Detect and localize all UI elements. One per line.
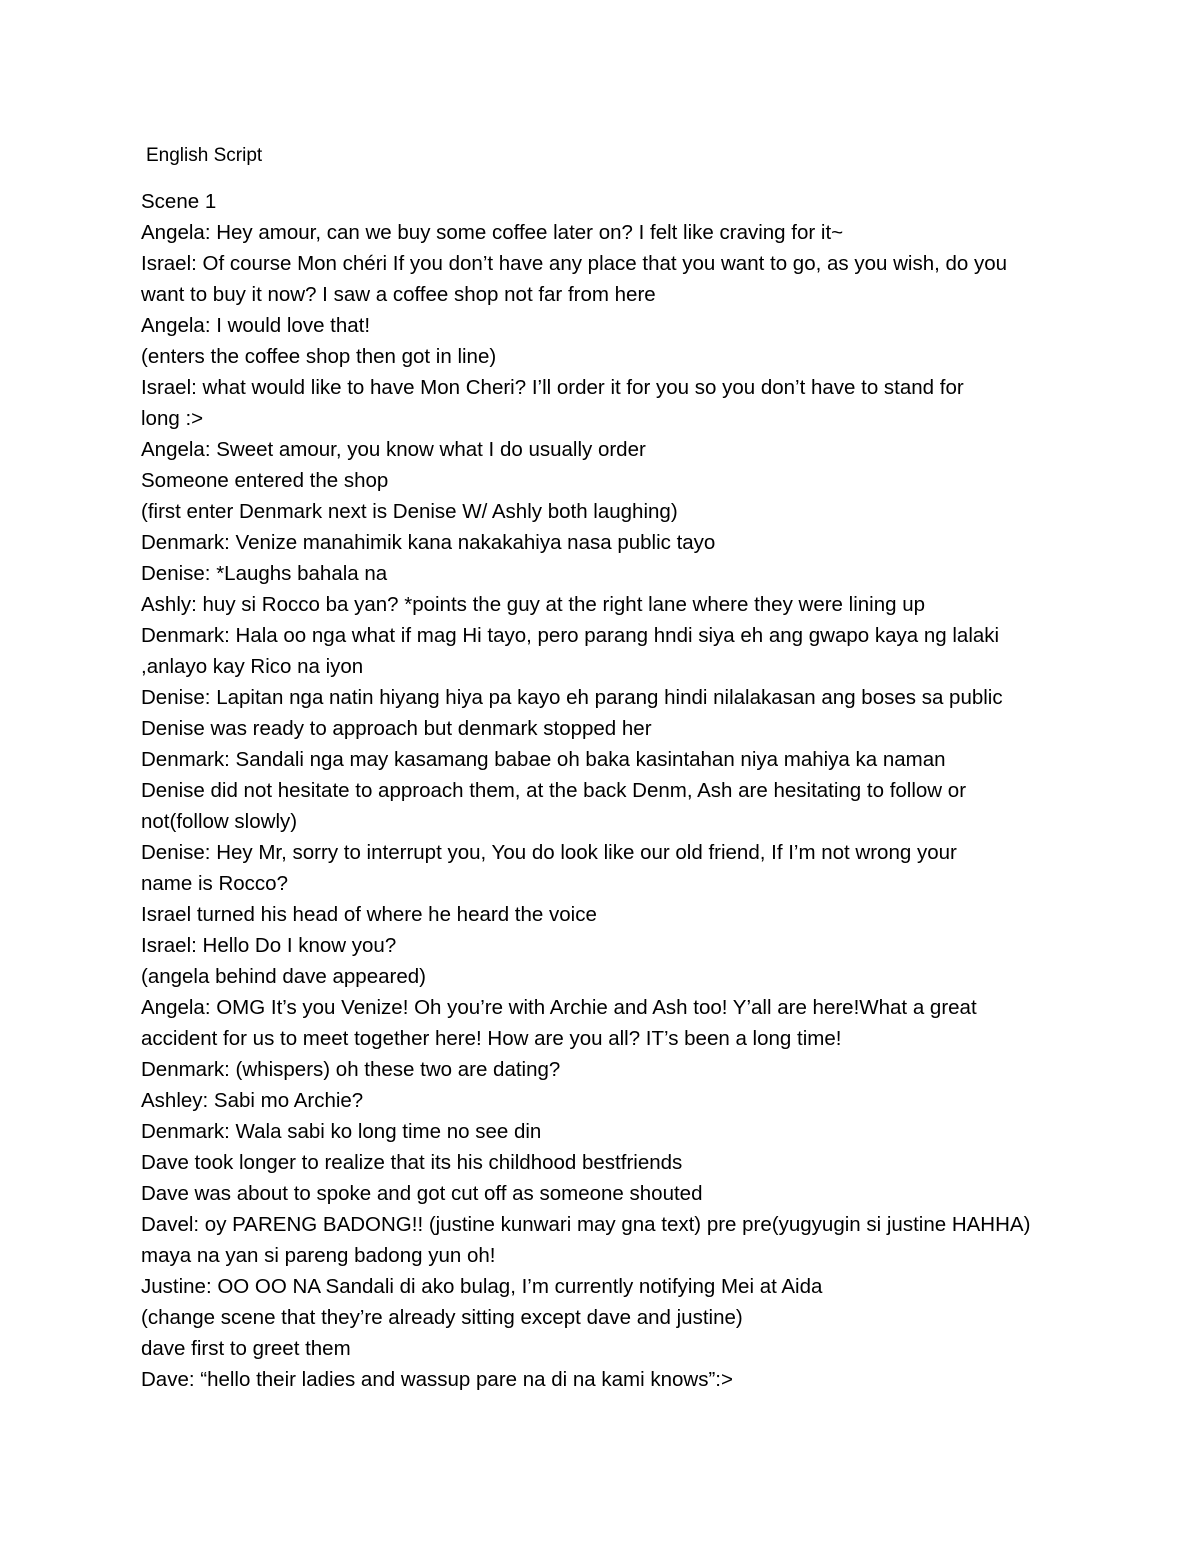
- script-line: (change scene that they’re already sitting except dave and justine): [141, 1306, 743, 1329]
- script-line: Ashly: huy si Rocco ba yan? *points the guy at the right lane where they were lining up: [141, 593, 926, 616]
- script-line: Dave: “hello their ladies and wassup pare na di na kami knows”:>: [141, 1368, 733, 1391]
- script-line: name is Rocco?: [141, 872, 288, 895]
- script-line: Angela: I would love that!: [141, 314, 371, 337]
- script-line: dave first to greet them: [141, 1337, 351, 1360]
- script-line: Denise: Hey Mr, sorry to interrupt you, You do look like our old friend, If I’m not wrong your: [141, 841, 957, 864]
- script-line: Denise: *Laughs bahala na: [141, 562, 388, 585]
- script-line: ,anlayo kay Rico na iyon: [141, 655, 364, 678]
- script-line: Israel: Of course Mon chéri If you don’t have any place that you want to go, as you wish, do you: [141, 252, 1008, 275]
- script-line: Justine: OO OO NA Sandali di ako bulag, I’m currently notifying Mei at Aida: [141, 1275, 823, 1298]
- script-line: Ashley: Sabi mo Archie?: [141, 1089, 364, 1112]
- script-line: (angela behind dave appeared): [141, 965, 426, 988]
- script-line: Israel turned his head of where he heard the voice: [141, 903, 597, 926]
- script-line: Angela: Hey amour, can we buy some coffee later on? I felt like craving for it~: [141, 221, 844, 244]
- script-line: Israel: what would like to have Mon Cheri? I’ll order it for you so you don’t have to stand for: [141, 376, 964, 399]
- script-line: Denise did not hesitate to approach them, at the back Denm, Ash are hesitating to follow or: [141, 779, 967, 802]
- script-line: Denise was ready to approach but denmark stopped her: [141, 717, 652, 740]
- scene-heading: Scene 1: [141, 190, 217, 213]
- script-line: Israel: Hello Do I know you?: [141, 934, 397, 957]
- script-line: Denmark: Venize manahimik kana nakakahiya nasa public tayo: [141, 531, 716, 554]
- script-body: [141, 186, 1061, 1395]
- script-line: Denmark: Hala oo nga what if mag Hi tayo, pero parang hndi siya eh ang gwapo kaya ng lalaki: [141, 624, 1000, 647]
- script-line: Davel: oy PARENG BADONG!! (justine kunwari may gna text) pre pre(yugyugin si justine HAHHA): [141, 1213, 1031, 1236]
- script-line: Dave was about to spoke and got cut off as someone shouted: [141, 1182, 703, 1205]
- script-line: accident for us to meet together here! How are you all? IT’s been a long time!: [141, 1027, 842, 1050]
- script-line: want to buy it now? I saw a coffee shop not far from here: [141, 283, 656, 306]
- script-line: Denmark: Wala sabi ko long time no see din: [141, 1120, 542, 1143]
- script-line: (first enter Denmark next is Denise W/ Ashly both laughing): [141, 500, 678, 523]
- script-line: not(follow slowly): [141, 810, 298, 833]
- script-line: Denise: Lapitan nga natin hiyang hiya pa kayo eh parang hindi nilalakasan ang boses sa public: [141, 686, 1003, 709]
- script-line: Denmark: (whispers) oh these two are dating?: [141, 1058, 561, 1081]
- script-line: Denmark: Sandali nga may kasamang babae oh baka kasintahan niya mahiya ka naman: [141, 748, 946, 771]
- script-line: (enters the coffee shop then got in line): [141, 345, 497, 368]
- script-line: long :>: [141, 407, 204, 430]
- script-line: Dave took longer to realize that its his childhood bestfriends: [141, 1151, 683, 1174]
- script-line: Angela: OMG It’s you Venize! Oh you’re with Archie and Ash too! Y’all are here!What a great: [141, 996, 977, 1019]
- script-line: Someone entered the shop: [141, 469, 389, 492]
- script-line: maya na yan si pareng badong yun oh!: [141, 1244, 496, 1267]
- document-header: English Script: [146, 145, 263, 166]
- script-line: Angela: Sweet amour, you know what I do usually order: [141, 438, 646, 461]
